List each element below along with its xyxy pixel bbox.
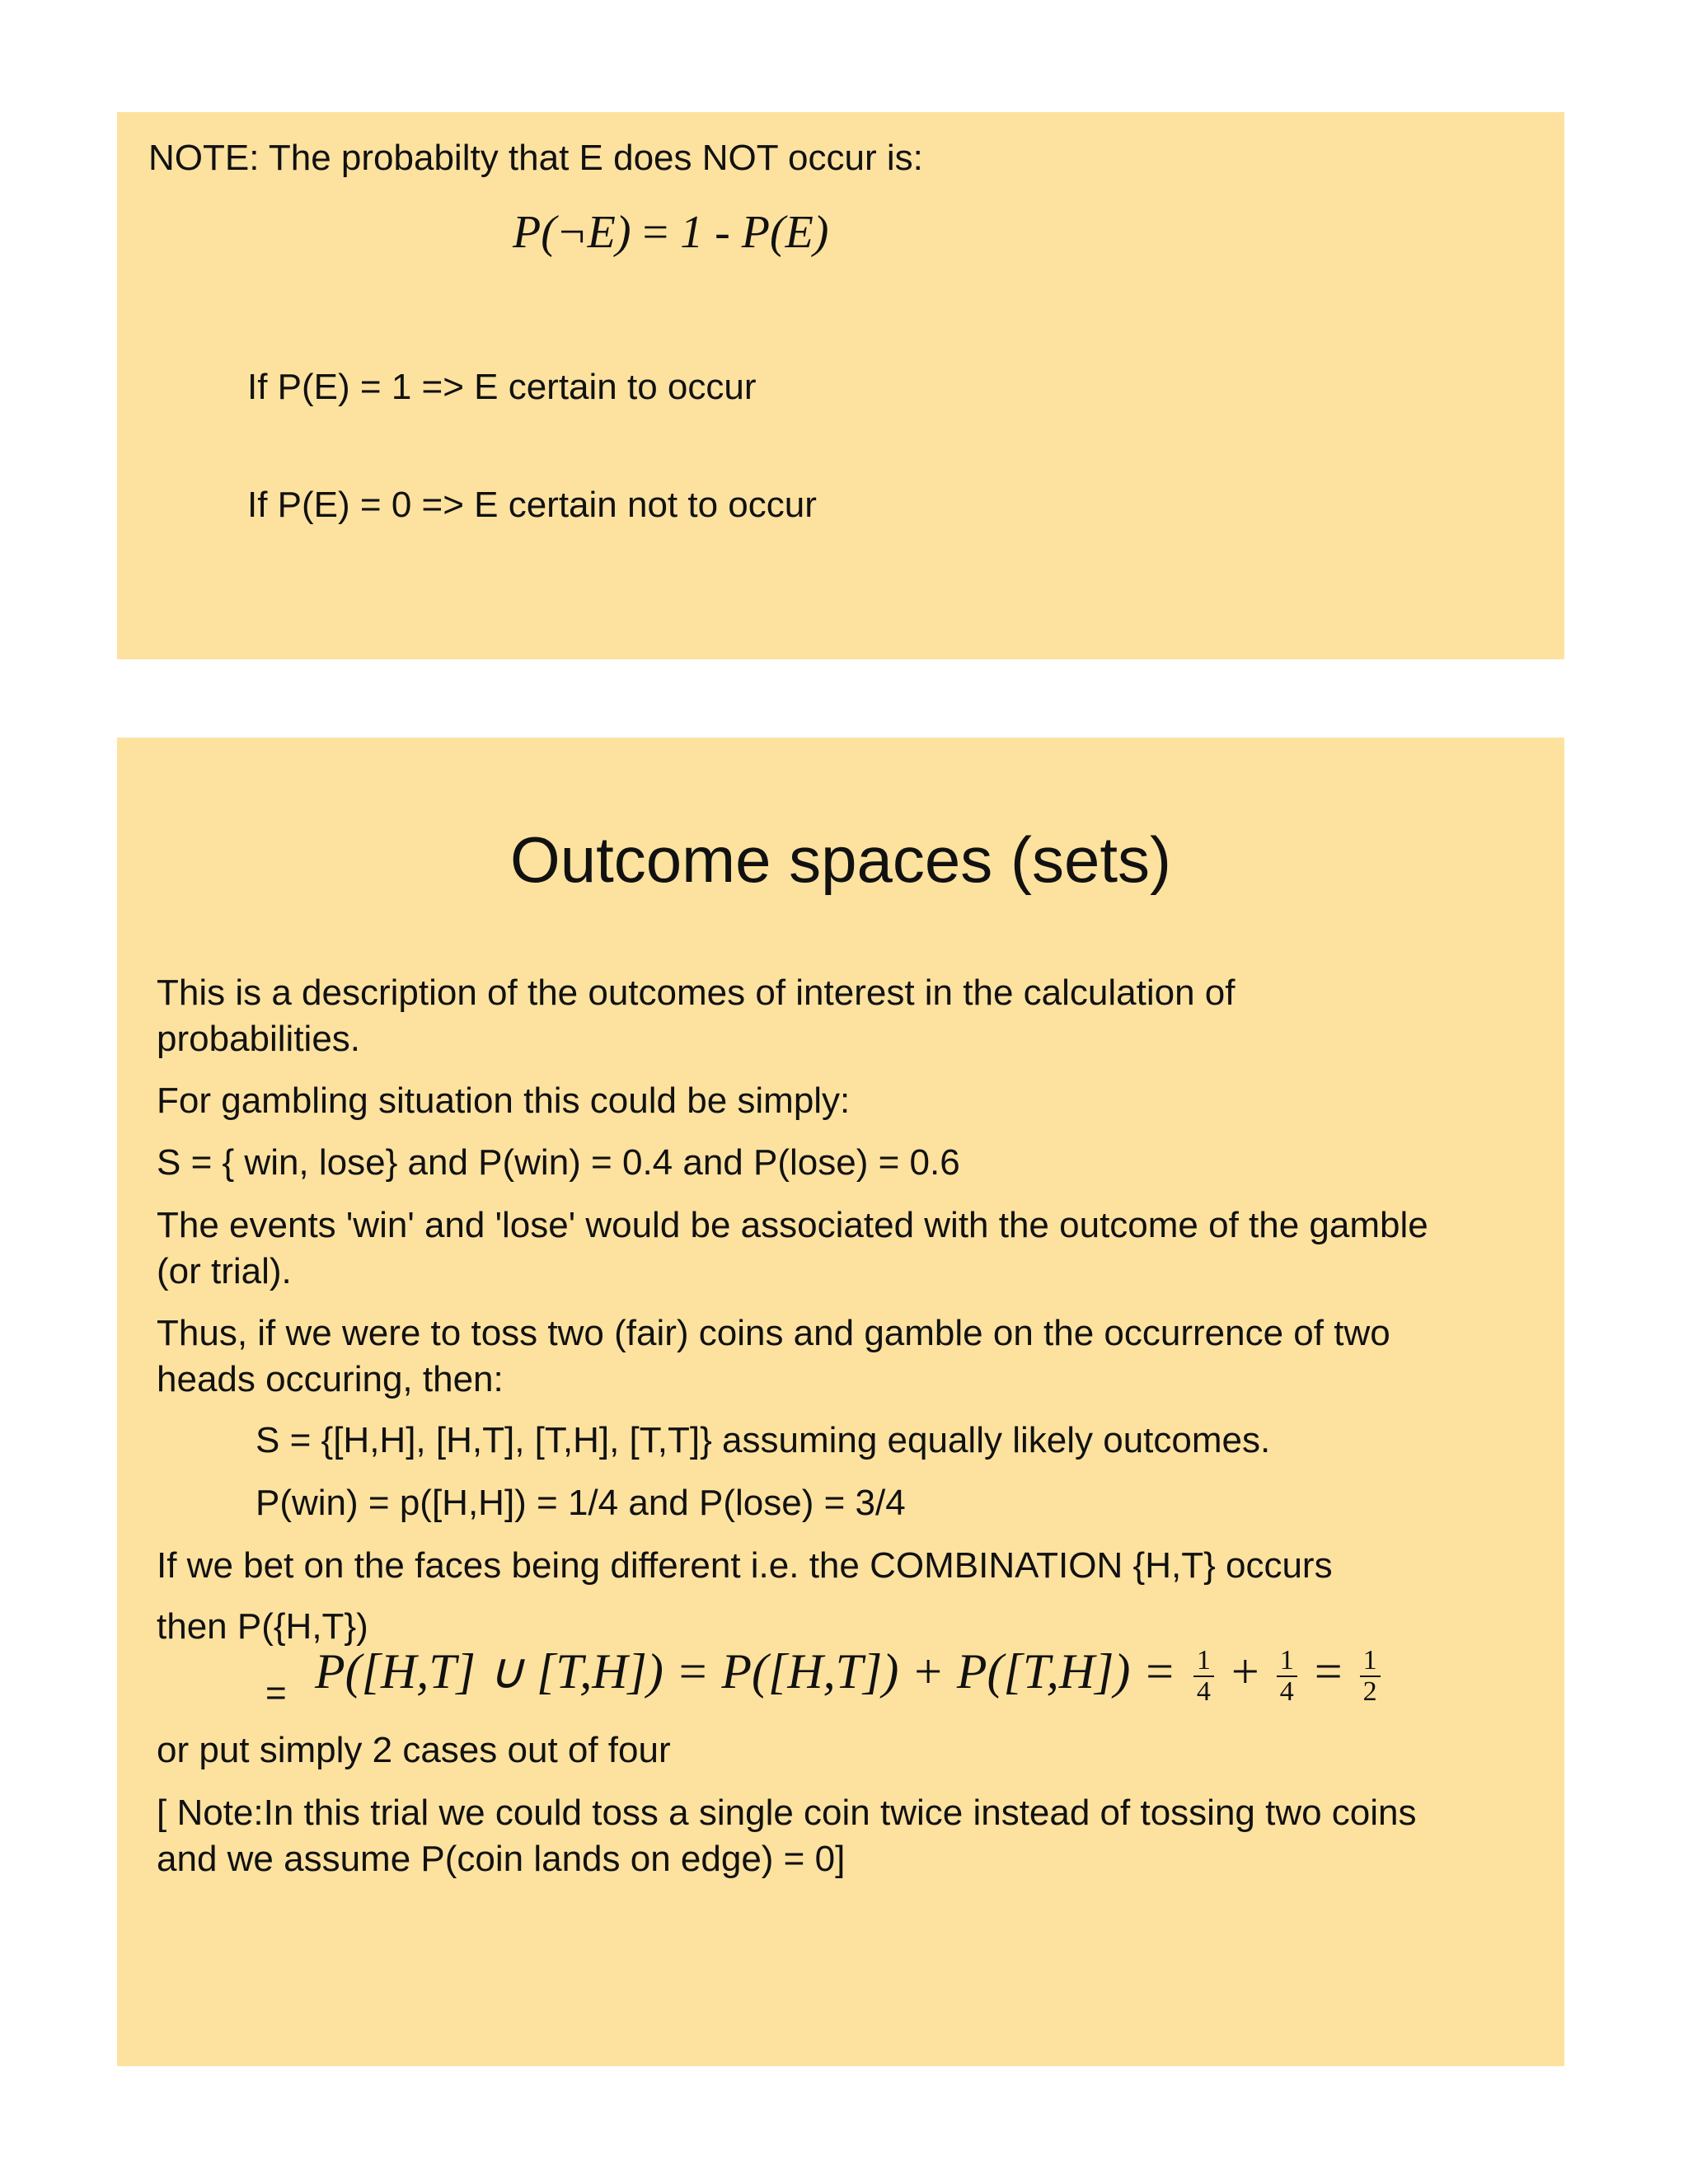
win-lose-set: S = { win, lose} and P(win) = 0.4 and P(lose) = 0.6 [157, 1142, 960, 1183]
plus-sign: + [1231, 1644, 1259, 1699]
fraction-one-quarter-b [1277, 1646, 1297, 1707]
fraction-one-half [1360, 1646, 1381, 1707]
win-lose-probabilities: P(win) = p([H,H]) = 1/4 and P(lose) = 3/4 [256, 1483, 906, 1523]
equals-sign: = [1314, 1644, 1343, 1699]
equation-prefix-equals: = [265, 1673, 287, 1713]
certain-to-occur-line: If P(E) = 1 => E certain to occur [247, 367, 757, 407]
slide-title: Outcome spaces (sets) [510, 823, 1171, 896]
combination-bet: If we bet on the faces being different i.e. the COMBINATION {H,T} occurs [157, 1545, 1333, 1586]
coins-line-2: heads occuring, then: [157, 1359, 504, 1399]
events-line-2: (or trial). [157, 1251, 292, 1291]
fraction-numerator: 1 [1277, 1646, 1297, 1677]
fraction-numerator: 1 [1193, 1646, 1214, 1677]
two-cases-line: or put simply 2 cases out of four [157, 1730, 671, 1770]
coins-line-1: Thus, if we were to toss two (fair) coins and gamble on the occurrence of two [157, 1313, 1390, 1353]
slide-outcome-spaces [117, 738, 1564, 2066]
note-text: NOTE: The probabilty that E does NOT occur is: [148, 138, 923, 178]
formula-equals: = [642, 207, 669, 258]
gambling-intro: For gambling situation this could be simply: [157, 1080, 851, 1121]
fraction-denominator: 4 [1196, 1676, 1211, 1708]
union-equation [315, 1638, 1386, 1707]
note-line-2: and we assume P(coin lands on edge) = 0] [157, 1839, 846, 1879]
formula-lhs: P(¬E) [513, 207, 631, 258]
complement-formula [513, 206, 828, 259]
then-p-ht: then P({H,T}) [157, 1606, 368, 1647]
formula-rhs: 1 - P(E) [680, 207, 829, 258]
fraction-denominator: 4 [1279, 1676, 1294, 1708]
fraction-numerator: 1 [1360, 1646, 1381, 1677]
fraction-denominator: 2 [1362, 1676, 1377, 1708]
description-line-2: probabilities. [157, 1019, 361, 1059]
union-equation-main: P([H,T] ∪ [T,H]) = P([H,T]) + P([T,H]) = [315, 1644, 1176, 1699]
description-line-1: This is a description of the outcomes of interest in the calculation of [157, 972, 1236, 1013]
fraction-one-quarter-a [1193, 1646, 1214, 1707]
slide-note-complement [117, 112, 1564, 659]
note-line-1: [ Note:In this trial we could toss a single coin twice instead of tossing two coins [157, 1793, 1417, 1833]
events-line-1: The events 'win' and 'lose' would be associated with the outcome of the gamble [157, 1205, 1428, 1245]
certain-not-to-occur-line: If P(E) = 0 => E certain not to occur [247, 485, 817, 525]
sample-space: S = {[H,H], [H,T], [T,H], [T,T]} assuming equally likely outcomes. [256, 1420, 1271, 1460]
